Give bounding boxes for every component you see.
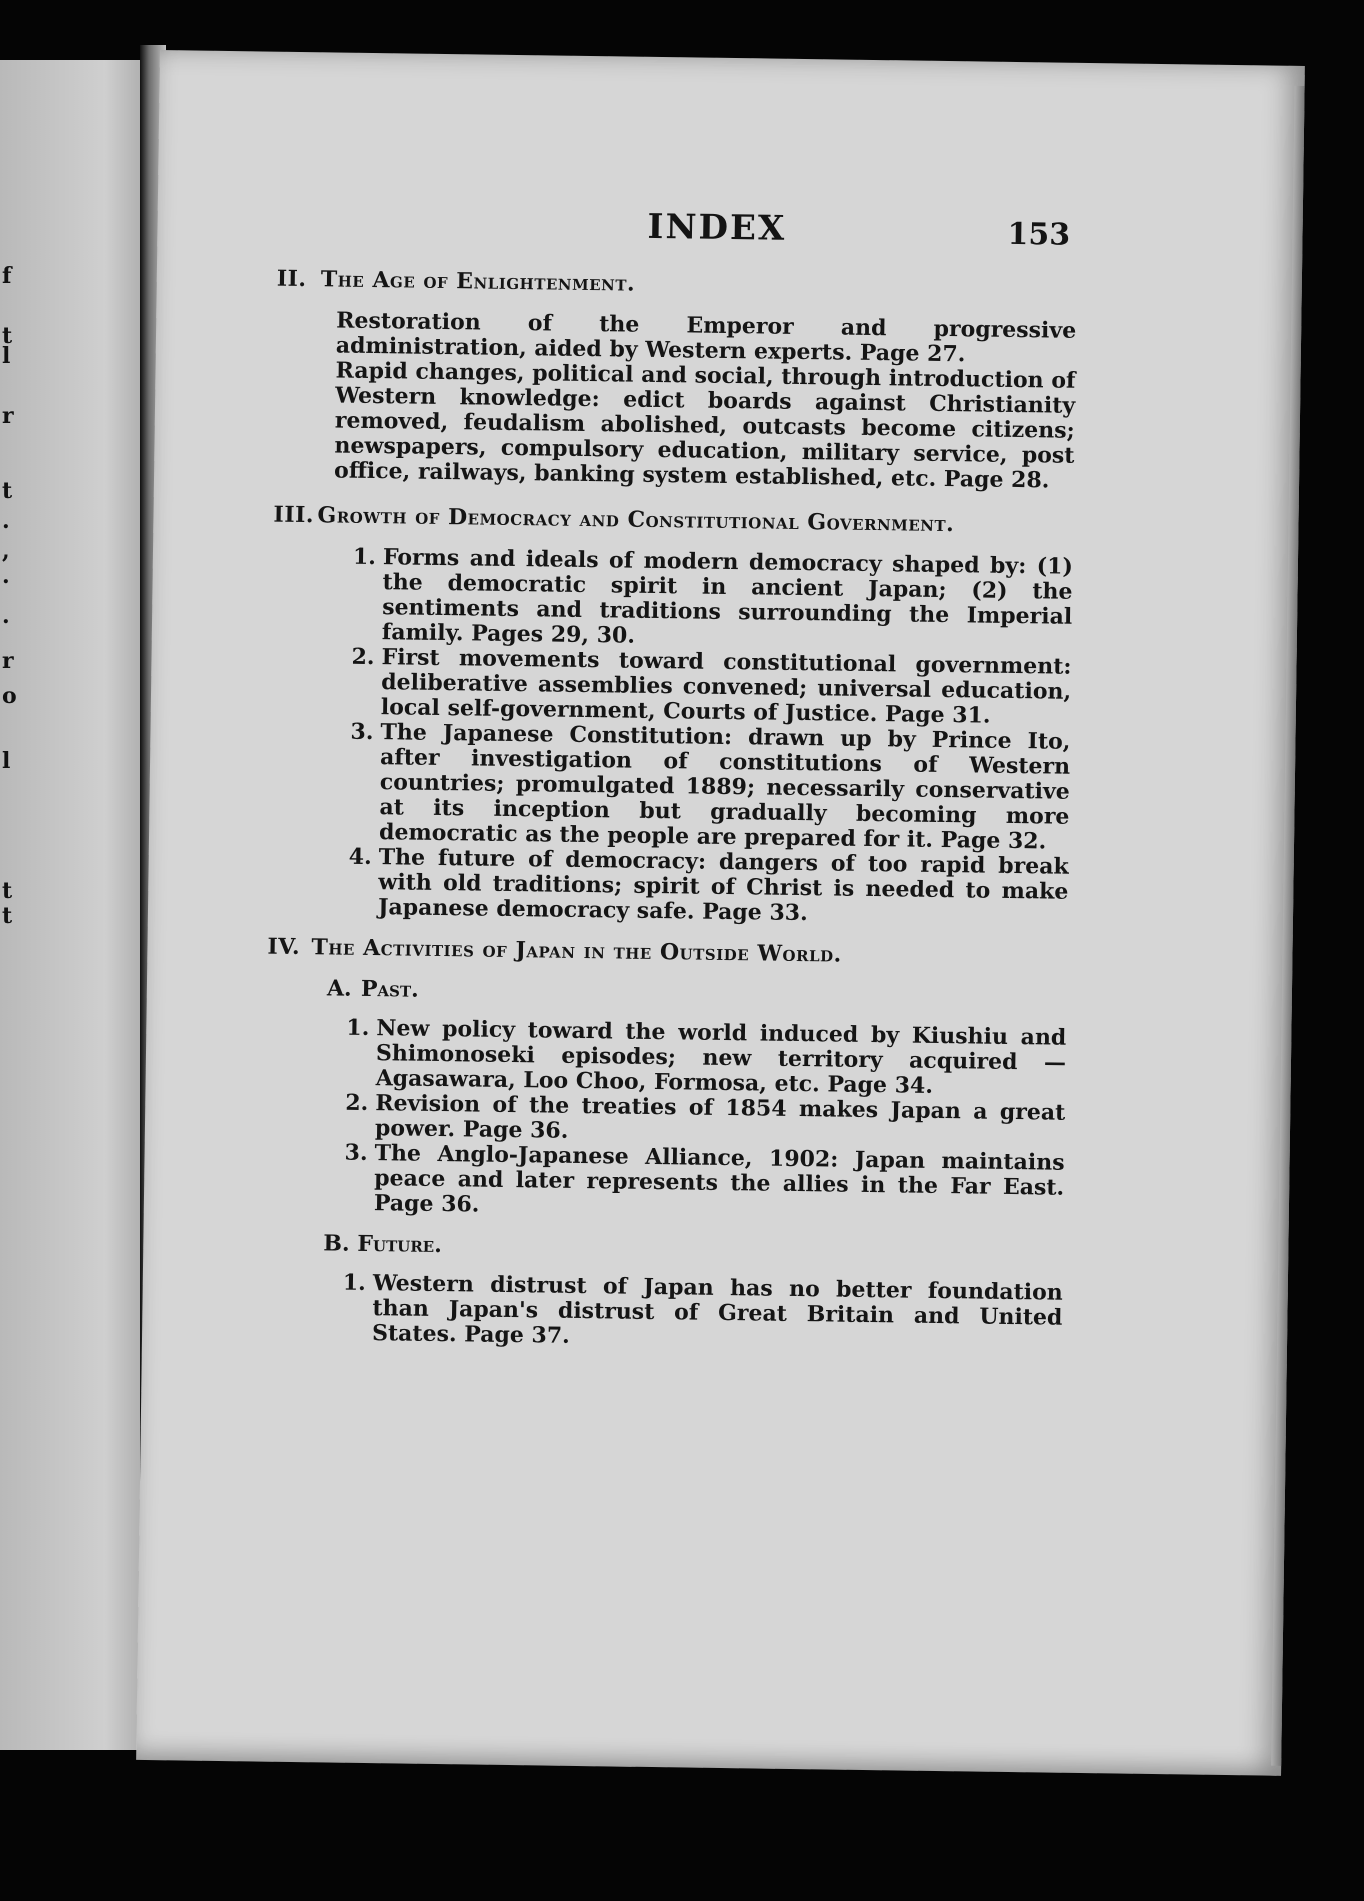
section-numeral: II.: [276, 265, 307, 293]
list-item: [348, 845, 1069, 930]
paragraph: Restoration of the Emperor and progressive administration, aided by Western experts. Page 27.: [335, 307, 1077, 368]
margin-mark: l: [2, 748, 11, 774]
section-title: Growth of Democracy and Constitutional Government.: [317, 502, 955, 538]
item-text: Western distrust of Japan has no better foundation than Japan's distrust of Great Britain and United States. Page 37.: [371, 1270, 1063, 1349]
margin-mark: ,: [2, 538, 10, 564]
section-numeral: III.: [273, 501, 315, 529]
left-page-edge: [0, 60, 150, 1750]
margin-mark: r: [2, 403, 14, 429]
list-item: [351, 645, 1072, 730]
paragraph: Rapid changes, political and social, through introduction of Western knowledge: edict boards against Christianity removed, feudalism abolished, outcasts become citizens; newspapers, compulsory education, military service, post office, railways, banking system established, etc. Page 28.: [333, 357, 1076, 494]
margin-mark: t: [2, 478, 13, 504]
margin-mark: l: [2, 343, 11, 369]
margin-mark: .: [2, 508, 10, 534]
item-text: The Japanese Constitution: drawn up by Prince Ito, after investigation of constitutions of Western countries; promulgated 1889; necessarily conservative at its inception but gradually becoming more democratic as the people are prepared for it. Page 32.: [378, 719, 1071, 855]
section-numeral: IV.: [267, 933, 301, 961]
page-edge-shadow: [1271, 86, 1304, 1766]
margin-mark: t: [2, 323, 13, 349]
section-heading: [277, 267, 1077, 303]
item-number: 3.: [350, 718, 374, 746]
item-text: Revision of the treaties of 1854 makes Japan a great power. Page 36.: [374, 1090, 1066, 1144]
item-number: 1.: [346, 1014, 370, 1042]
margin-mark: t: [2, 878, 13, 904]
item-text: New policy toward the world induced by Kiushiu and Shimonoseki episodes; new territory acquired —Agasawara, Loo Choo, Formosa, etc. Page 34.: [375, 1015, 1067, 1099]
margin-mark: f: [2, 263, 12, 289]
page-number: 153: [1007, 216, 1071, 253]
item-text: First movements toward constitutional government: deliberative assemblies convened; universal education, local self-government, Courts of Justice. Page 31.: [380, 644, 1072, 729]
item-number: 1.: [352, 543, 377, 571]
section-heading: [267, 935, 1067, 971]
item-list: [348, 545, 1073, 930]
item-number: 2.: [351, 643, 375, 671]
list-item: [345, 1016, 1066, 1101]
item-text: The future of democracy: dangers of too rapid break with old traditions; spirit of Christ is needed to make Japanese democracy safe. Page 33.: [377, 844, 1069, 927]
section-title: The Age of Enlightenment.: [320, 266, 636, 297]
list-item: [352, 545, 1073, 655]
subsection-title: Past.: [360, 975, 419, 1003]
subsection-heading: [327, 976, 1067, 1011]
subsection-letter: B.: [323, 1230, 350, 1257]
subsection-title: Future.: [357, 1230, 443, 1259]
item-list: [344, 1016, 1067, 1226]
subsection-heading: [323, 1231, 1063, 1266]
margin-mark: .: [2, 563, 10, 589]
margin-mark: .: [2, 603, 10, 629]
item-number: 2.: [345, 1089, 369, 1117]
margin-mark: t: [2, 903, 13, 929]
index-content: [262, 267, 1077, 1372]
section-paragraphs: [334, 308, 1076, 493]
book-page: [136, 50, 1305, 1776]
item-text: Forms and ideals of modern democracy shaped by: (1) the democratic spirit in ancient Japan; (2) the sentiments and traditions surrounding the Imperial family. Pages 29, 30.: [381, 544, 1074, 649]
list-item: [344, 1141, 1065, 1226]
list-item: [349, 720, 1071, 855]
list-item: [342, 1271, 1063, 1356]
subsection-letter: A.: [326, 975, 352, 1002]
margin-mark: o: [2, 683, 17, 709]
page-title: INDEX: [647, 206, 787, 249]
item-number: 3.: [344, 1139, 368, 1167]
item-text: The Anglo-Japanese Alliance, 1902: Japan maintains peace and later represents the allies in the Far East. Page 36.: [373, 1140, 1065, 1218]
item-number: 4.: [348, 843, 372, 871]
section-title: The Activities of Japan in the Outside World.: [311, 934, 842, 968]
item-number: 1.: [342, 1269, 366, 1296]
item-list: [342, 1271, 1063, 1356]
margin-mark: r: [2, 648, 14, 674]
